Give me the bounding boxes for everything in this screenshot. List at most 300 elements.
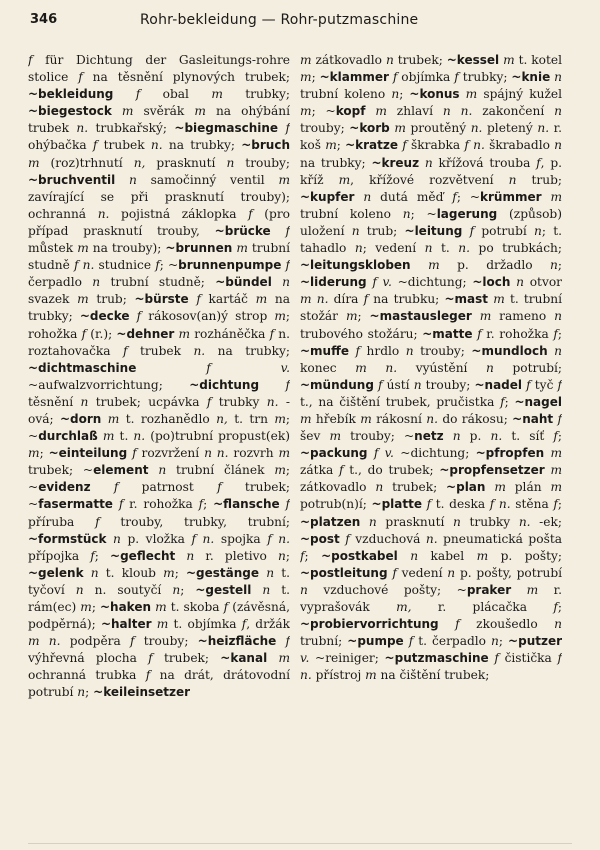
entry-text: po trubkách; — [470, 241, 562, 256]
grammar-label: n — [413, 377, 422, 392]
headword: ~kanal — [220, 651, 268, 666]
grammar-label: n — [424, 155, 433, 170]
grammar-label: f — [526, 377, 531, 392]
entry-text: t. rozhanědlo — [119, 411, 217, 426]
headword: ~leitungskloben — [300, 258, 411, 273]
entry-text: obal — [140, 87, 212, 102]
grammar-label: n — [113, 531, 121, 546]
grammar-label: f — [135, 87, 141, 102]
grammar-label: m — [121, 104, 134, 119]
headword: ~kessel — [446, 53, 500, 67]
entry-text: kabel — [418, 548, 477, 563]
entry-text: (r.); — [86, 326, 117, 341]
grammar-label: n — [363, 189, 372, 204]
headword: durchlaß — [38, 429, 98, 444]
entry-text: n. roztahovačka — [28, 326, 290, 358]
grammar-label: n. — [76, 121, 89, 136]
entry-text: na trouby); — [88, 241, 166, 256]
grammar-label: n — [226, 155, 235, 170]
entry-text: , křížové rozvětvení — [350, 172, 509, 187]
grammar-label: f — [285, 497, 290, 512]
grammar-label: n — [554, 343, 562, 358]
grammar-label: f — [241, 617, 247, 632]
grammar-label: m — [300, 411, 312, 426]
grammar-label: f — [113, 480, 119, 495]
entry-text: t., do trubek; — [343, 463, 440, 478]
entry-text: ; — [174, 565, 186, 580]
entry-text: trubek; — [152, 651, 221, 666]
entry-text: ; — [285, 548, 290, 563]
grammar-label: f v. — [372, 275, 392, 290]
grammar-label: n — [554, 309, 562, 324]
headword: brunnenpumpe — [178, 258, 282, 273]
entry-text: výhřevná plocha — [28, 651, 149, 666]
headword: evidenz — [38, 480, 91, 495]
grammar-label: f — [378, 377, 383, 392]
entry-text: prasknutí — [145, 155, 227, 170]
grammar-label: m — [476, 548, 489, 563]
entry-text: (pro případ prasknutí trouby, — [28, 206, 290, 238]
grammar-label: m — [156, 617, 169, 632]
grammar-label: f — [392, 70, 398, 85]
headword: ~mastausleger — [369, 309, 472, 324]
entry-text — [511, 583, 526, 597]
entry-text — [130, 309, 137, 323]
entry-text: r. koš — [300, 121, 562, 153]
entry-text: trubní; — [300, 634, 348, 649]
entry-text — [472, 309, 480, 323]
entry-text: škrabadlo — [484, 138, 555, 153]
entry-text: t. objímka — [168, 617, 242, 632]
grammar-label: m — [274, 463, 286, 478]
entry-text: rozvržení — [136, 446, 205, 461]
grammar-label: m — [550, 189, 562, 204]
grammar-label: m — [300, 104, 312, 119]
grammar-label: f — [553, 600, 558, 614]
entry-text: ; — [304, 548, 322, 563]
headword: ~kratze — [345, 138, 399, 153]
entry-text: trouby, trubky, trubní; — [99, 514, 290, 529]
entry-text: díra — [328, 292, 364, 307]
headword: ~kupfer — [300, 189, 355, 204]
entry-text: r. rohožka — [481, 326, 554, 341]
headword: ~platzen — [300, 514, 361, 529]
entry-text: trub; — [516, 172, 562, 187]
entry-text — [251, 583, 262, 597]
grammar-label: m — [526, 582, 539, 597]
entry-text: na trubku; — [368, 292, 445, 307]
headword: ~dichtmaschine — [28, 360, 137, 375]
entry-text: vzduchové pošty; ~ — [307, 582, 467, 597]
entry-text: ; — [357, 309, 370, 324]
entry-text: ; t. tahadlo — [300, 223, 562, 256]
headword: ~dorn — [60, 411, 102, 426]
entry-text: -ek; — [530, 514, 562, 529]
entry-text: rákosov(an)ý strop — [141, 309, 275, 324]
grammar-label: m — [365, 668, 377, 683]
grammar-label: f — [217, 480, 222, 495]
entry-text: na trubky; — [300, 155, 372, 170]
grammar-label: f — [452, 189, 457, 204]
entry-text: ; — [557, 600, 562, 614]
headword: ~brücke — [214, 223, 271, 238]
headword: ~leitung — [404, 223, 463, 238]
entry-text: r. plácačka — [411, 600, 554, 614]
entry-text: studnice — [94, 258, 156, 273]
headword: fasermatte — [38, 497, 113, 512]
grammar-label: m — [211, 87, 223, 102]
headword: kopf — [335, 104, 366, 119]
grammar-label: m — [80, 600, 92, 614]
grammar-label: n, — [133, 155, 146, 170]
entry-text: objímka — [397, 70, 455, 85]
grammar-label: m — [163, 565, 175, 580]
entry-text: r. pletivo — [194, 548, 279, 563]
grammar-label: m — [178, 326, 191, 341]
headword: ~postleitung — [300, 565, 388, 580]
headword: ~klammer — [319, 70, 389, 85]
entry-text — [272, 275, 282, 289]
entry-text: r. vyprašovák — [300, 582, 562, 614]
headword: ~knie — [511, 70, 551, 85]
entry-text: t. tyčoví — [28, 565, 290, 597]
entry-text: spájný kužel — [477, 87, 562, 102]
entry-text: dutá měď — [371, 189, 453, 204]
headword: ~flansche — [213, 497, 280, 512]
grammar-label: m — [28, 446, 40, 461]
grammar-label: n — [80, 394, 89, 409]
headword: ~biegmaschine — [174, 121, 279, 136]
grammar-label: f — [191, 531, 196, 546]
headword: ~packung — [300, 446, 368, 461]
grammar-label: f — [469, 223, 475, 238]
entry-text: křížová trouba — [432, 155, 537, 170]
entry-text: trubek; ~ — [28, 480, 290, 512]
headword: ~kreuz — [371, 155, 420, 170]
entry-text: (závěsná, podpěrná); — [28, 600, 290, 632]
entry-text: ; ~ — [410, 206, 437, 221]
entry-text: p. pošty; — [488, 548, 562, 563]
grammar-label: m — [338, 172, 351, 187]
grammar-label: f — [223, 600, 229, 614]
grammar-label: f — [345, 531, 350, 546]
grammar-label: n — [405, 343, 414, 358]
column-text — [300, 52, 562, 684]
dictionary-column-left — [28, 52, 290, 702]
entry-text — [398, 549, 410, 563]
headword: ~bekleidung — [28, 87, 114, 102]
entry-text: ; ~ — [28, 463, 290, 495]
grammar-label: n — [354, 241, 363, 256]
entry-text: trubky; — [222, 87, 290, 102]
grammar-label: m — [274, 309, 286, 324]
entry-text — [148, 463, 158, 477]
entry-text — [411, 258, 428, 272]
grammar-label: n — [172, 582, 181, 597]
grammar-label: f — [494, 651, 499, 666]
grammar-label: f — [206, 394, 212, 409]
grammar-label: m — [494, 480, 506, 495]
entry-text: trubek; ucpávka — [88, 394, 207, 409]
entry-text: trubní studně — [28, 241, 290, 273]
grammar-label: f — [148, 651, 153, 666]
grammar-label: m — [394, 121, 406, 136]
headword: ~mundloch — [471, 343, 548, 358]
grammar-label: f — [536, 155, 541, 170]
headword: ~bündel — [215, 275, 272, 290]
entry-text: t. síť — [502, 429, 554, 444]
entry-text: p. vložka — [120, 531, 192, 546]
grammar-label: m — [155, 600, 167, 614]
entry-text: trouby; — [413, 343, 472, 358]
grammar-label: n — [90, 565, 99, 580]
entry-text — [360, 515, 369, 529]
grammar-label: n — [447, 565, 456, 580]
grammar-label: n — [282, 275, 290, 290]
entry-text: zakončení — [472, 104, 555, 119]
entry-text — [84, 566, 91, 580]
entry-text: rozvrh — [228, 446, 279, 461]
grammar-label: n — [554, 617, 562, 632]
grammar-label: m — [278, 651, 290, 666]
entry-text: trubní koleno — [300, 206, 403, 221]
grammar-label: f n. — [489, 497, 511, 512]
entry-text — [267, 651, 278, 665]
grammar-label: n. — [490, 429, 503, 444]
entry-text: vyústění — [397, 360, 487, 375]
entry-text: trubek — [127, 343, 194, 358]
grammar-label: m — [278, 172, 290, 187]
grammar-label: n — [452, 429, 461, 444]
entry-text — [444, 429, 453, 443]
headword: ~plan — [446, 480, 486, 495]
entry-text: trubového stožáru; — [300, 326, 423, 341]
page-header — [0, 0, 600, 40]
grammar-label: m — [278, 446, 290, 461]
headword: ~gestänge — [186, 565, 260, 580]
grammar-label: f — [132, 446, 137, 461]
grammar-label: n — [402, 206, 411, 221]
entry-text: kartáč — [200, 292, 256, 307]
entry-text — [115, 173, 129, 187]
entry-text: hrdlo — [360, 343, 406, 358]
grammar-label: n. — [202, 531, 215, 546]
dictionary-column-right — [300, 52, 562, 684]
entry-text: tyč — [530, 377, 558, 392]
entry-text: můstek — [28, 241, 78, 256]
grammar-label: n. — [97, 206, 110, 221]
grammar-label: m — [428, 258, 440, 273]
grammar-label: f — [285, 223, 290, 238]
grammar-label: n. — [537, 121, 550, 136]
entry-text: na trubky; — [28, 292, 290, 324]
grammar-label: f — [355, 343, 361, 358]
entry-text: potrubí; — [493, 360, 562, 375]
grammar-label: m — [194, 104, 206, 119]
grammar-label: m — [107, 411, 120, 426]
entry-text: ; — [91, 600, 100, 614]
entry-text: t., na čištění trubek, pručistka — [300, 394, 501, 409]
grammar-label: m — [329, 429, 342, 444]
grammar-label: m — [479, 309, 492, 324]
headword: ~nadel — [474, 377, 523, 392]
grammar-label: f — [285, 258, 290, 273]
entry-text — [462, 224, 469, 238]
grammar-label: f n. — [464, 138, 485, 153]
entry-text: ~dichtung; — [391, 275, 473, 290]
grammar-label: f — [145, 668, 151, 683]
entry-text: trouby; ~ — [341, 429, 415, 444]
grammar-label: f — [553, 429, 558, 444]
grammar-label: m — [28, 155, 40, 170]
entry-text: vedení — [396, 565, 448, 580]
entry-text: t. — [432, 241, 459, 256]
entry-text: na drát, drátovodní potrubí — [28, 668, 290, 700]
entry-text: rákosní — [371, 411, 427, 426]
headword: ~konus — [409, 87, 460, 102]
headword: krümmer — [480, 189, 542, 204]
grammar-label: f — [500, 394, 505, 409]
grammar-label: n — [424, 241, 433, 256]
entry-text: t. deska — [431, 497, 490, 512]
entry-text: na těsnění plynových trubek; — [82, 70, 290, 85]
entry-text: , p. kříž — [300, 155, 562, 187]
entry-text: samočinný ventil — [136, 172, 279, 187]
entry-text: konec — [300, 360, 356, 375]
entry-text: (po)trubní propust(ek) — [145, 429, 290, 444]
grammar-label: m — [77, 292, 89, 307]
grammar-label: f — [248, 206, 253, 221]
grammar-label: n. — [426, 411, 438, 426]
entry-text: ; — [557, 429, 562, 444]
entry-text: podpěra — [60, 634, 130, 649]
grammar-label: f — [285, 634, 290, 649]
entry-text: p. pošty, potrubí — [455, 565, 562, 580]
entry-text: , držák — [246, 617, 290, 632]
grammar-label: n — [77, 685, 86, 700]
entry-text: ~reiniger; — [309, 651, 385, 666]
grammar-label: n — [516, 275, 525, 290]
entry-text: škrabka — [406, 138, 465, 153]
entry-text — [439, 617, 456, 631]
entry-text: plán — [505, 480, 551, 495]
entry-text: pojistná záklopka — [109, 206, 249, 221]
grammar-label: n — [550, 258, 558, 273]
grammar-label: n — [75, 582, 84, 597]
entry-text: na čištění trubek; — [376, 668, 490, 683]
entry-text: prasknutí — [376, 514, 454, 529]
entry-text: ; — [203, 497, 214, 512]
entry-text: ; ~ — [159, 258, 179, 273]
entry-text: ; — [336, 138, 346, 153]
grammar-label: m — [102, 429, 115, 444]
entry-text: šev — [300, 429, 330, 444]
entry-text: (roz)trhnutí — [39, 155, 134, 170]
grammar-label: f — [408, 634, 414, 649]
headword: ~mündung — [300, 377, 374, 392]
grammar-label: f — [300, 548, 305, 563]
headword: ~heizfläche — [197, 634, 277, 649]
headword: ~putzmaschine — [384, 651, 489, 666]
grammar-label: m — [274, 411, 286, 426]
entry-text: ; ~ — [311, 104, 336, 119]
grammar-label: m — [360, 411, 372, 426]
entry-text: trubek — [97, 138, 151, 153]
grammar-label: n. — [458, 241, 471, 256]
entry-text: ; — [399, 87, 410, 102]
grammar-label: f — [285, 377, 290, 392]
entry-text: für Dichtung der Gasleitungs-rohre stolice — [28, 53, 290, 85]
grammar-label: m — [550, 480, 562, 495]
headword: ~loch — [472, 275, 511, 290]
page-edge-line — [28, 843, 572, 844]
headword: ~liderung — [300, 275, 367, 290]
grammar-label: f — [95, 514, 100, 529]
grammar-label: m — [325, 138, 337, 153]
entry-text: trubní článek — [166, 463, 275, 478]
entry-text: ; — [498, 634, 509, 649]
entry-text: ; rohožka — [28, 309, 290, 341]
grammar-label: n — [186, 548, 195, 563]
grammar-label: m — [550, 446, 562, 461]
grammar-label: f — [363, 292, 369, 307]
grammar-label: f — [338, 463, 344, 478]
grammar-label: n. — [425, 531, 438, 546]
grammar-label: m — [236, 241, 248, 256]
entry-text: ; — [39, 446, 49, 461]
entry-text: na ohýbání trubek — [28, 104, 290, 136]
grammar-label: n — [554, 70, 562, 85]
grammar-label: m — [300, 53, 312, 67]
grammar-label: f n. — [267, 531, 290, 546]
headword: ~decke — [79, 309, 130, 324]
grammar-label: n — [92, 275, 101, 290]
entry-text: trubní studně; — [100, 275, 216, 290]
headword: ~matte — [422, 326, 473, 341]
entry-text: trubky — [460, 514, 519, 529]
entry-text: přístroj — [311, 668, 366, 683]
entry-text: zhlaví — [386, 104, 443, 119]
entry-text: potrubí — [474, 223, 535, 238]
grammar-label: n — [554, 104, 562, 119]
entry-text — [112, 104, 122, 118]
grammar-label: n. — [133, 429, 146, 444]
grammar-label: n. — [193, 343, 206, 358]
headword: lagerung — [436, 206, 498, 221]
entry-text: stěna — [510, 497, 554, 512]
grammar-label: f — [557, 377, 562, 392]
headword: ~bruch — [241, 138, 290, 153]
entry-text: t. kotel — [514, 53, 562, 67]
entry-text: trubek; ~ — [28, 463, 94, 478]
entry-text: čerpadlo — [28, 275, 93, 290]
grammar-label: f — [155, 258, 160, 273]
entry-text: trouby; — [421, 377, 475, 392]
headword: element — [93, 463, 149, 478]
entry-text: trouby; — [300, 121, 350, 136]
entry-text: r. rohožka — [123, 497, 199, 512]
grammar-label: n — [554, 138, 562, 153]
grammar-label: n. — [150, 138, 163, 153]
entry-text: do rákosu; — [437, 411, 513, 426]
entry-text: přípojka — [28, 548, 91, 563]
entry-text: t. trn — [227, 411, 275, 426]
grammar-label: f — [81, 326, 87, 341]
entry-text — [113, 87, 135, 101]
entry-text: ; vedení — [362, 241, 425, 256]
entry-text: t. kloub — [98, 565, 164, 580]
entry-text: zátkovadlo — [311, 53, 386, 67]
